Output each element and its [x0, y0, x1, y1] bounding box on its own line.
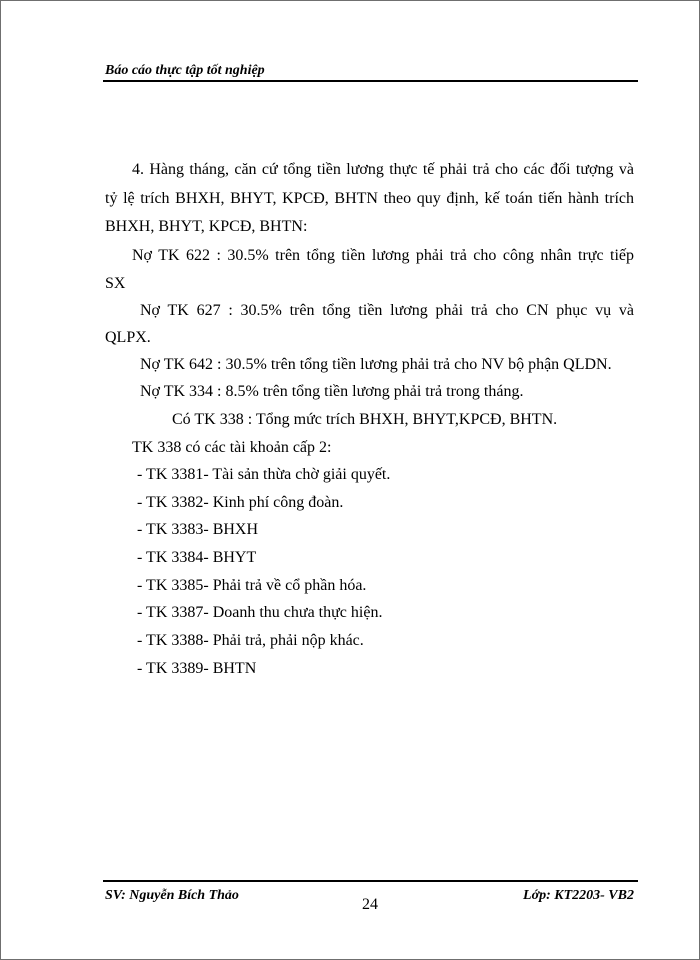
list-item: - TK 3387- Doanh thu chưa thực hiện. [137, 604, 383, 621]
footer-student-name: SV: Nguyễn Bích Thảo [105, 888, 239, 903]
paragraph-line: 4. Hàng tháng, căn cứ tổng tiền lương thực tế phải trả cho các đối tượng và [132, 161, 634, 178]
entry-debit-334: Nợ TK 334 : 8.5% trên tổng tiền lương phải trả trong tháng. [140, 383, 524, 400]
list-item: - TK 3384- BHYT [137, 549, 257, 566]
list-item: - TK 3385- Phải trả về cổ phần hóa. [137, 577, 367, 594]
list-item: - TK 3381- Tài sản thừa chờ giải quyết. [137, 466, 391, 483]
page-number: 24 [362, 896, 378, 913]
list-item: - TK 3389- BHTN [137, 660, 257, 677]
entry-credit-338: Có TK 338 : Tổng mức trích BHXH, BHYT,KPCĐ, BHTN. [172, 411, 558, 428]
entry-debit-642: Nợ TK 642 : 30.5% trên tổng tiền lương phải trả cho NV bộ phận QLDN. [140, 356, 612, 373]
paragraph-line: BHXH, BHYT, KPCĐ, BHTN: [105, 218, 308, 235]
entry-debit-622-cont: SX [105, 275, 126, 292]
footer-class-label: Lớp: KT2203- VB2 [523, 888, 634, 903]
list-item: - TK 3383- BHXH [137, 521, 259, 538]
list-item: - TK 3388- Phải trả, phải nộp khác. [137, 632, 364, 649]
header-divider [103, 80, 638, 82]
entry-debit-627: Nợ TK 627 : 30.5% trên tổng tiền lương phải trả cho CN phục vụ và [140, 302, 634, 319]
paragraph-line: tỷ lệ trích BHXH, BHYT, KPCĐ, BHTN theo quy định, kế toán tiến hành trích [105, 190, 634, 207]
list-item: - TK 3382- Kinh phí công đoàn. [137, 494, 344, 511]
entry-debit-622: Nợ TK 622 : 30.5% trên tổng tiền lương phải trả cho công nhân trực tiếp [132, 247, 634, 264]
footer-divider [103, 880, 638, 882]
entry-debit-627-cont: QLPX. [105, 329, 151, 346]
tk338-intro: TK 338 có các tài khoản cấp 2: [132, 439, 332, 456]
header-title: Báo cáo thực tập tốt nghiệp [105, 63, 265, 78]
